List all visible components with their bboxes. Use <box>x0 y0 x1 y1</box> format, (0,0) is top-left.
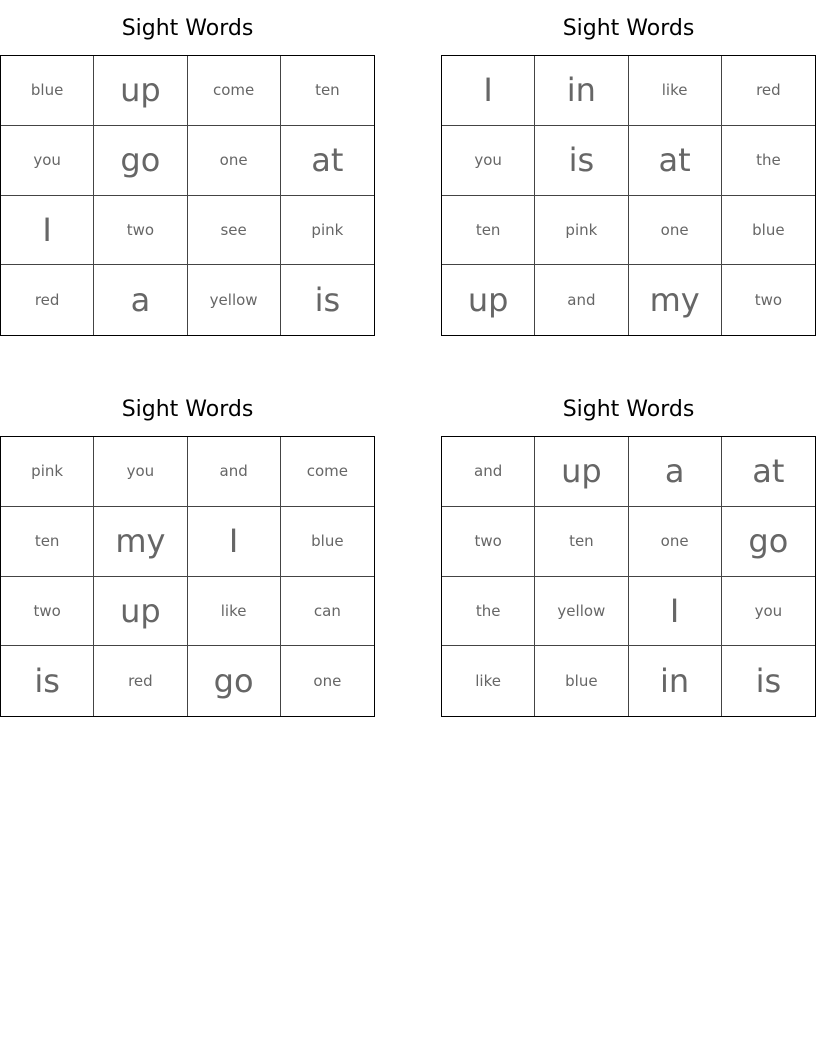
card-title: Sight Words <box>562 16 695 41</box>
word-cell: my <box>94 507 187 577</box>
word-cell: pink <box>535 196 628 266</box>
word-cell: in <box>629 646 722 716</box>
word-cell: yellow <box>188 265 281 335</box>
word-grid <box>0 436 375 717</box>
word-cell: and <box>535 265 628 335</box>
word-cell: you <box>1 126 94 196</box>
word-cell: go <box>188 646 281 716</box>
word-cell: ten <box>281 56 374 126</box>
card-title: Sight Words <box>562 397 695 422</box>
word-cell: I <box>1 196 94 266</box>
word-cell: like <box>188 577 281 647</box>
word-cell: go <box>722 507 815 577</box>
word-cell: two <box>442 507 535 577</box>
word-cell: I <box>188 507 281 577</box>
word-cell: at <box>629 126 722 196</box>
word-cell: one <box>629 196 722 266</box>
word-cell: at <box>281 126 374 196</box>
word-cell: blue <box>1 56 94 126</box>
word-cell: can <box>281 577 374 647</box>
word-cell: pink <box>1 437 94 507</box>
word-grid <box>441 436 816 717</box>
card-title: Sight Words <box>121 16 254 41</box>
word-cell: up <box>94 56 187 126</box>
word-grid <box>441 55 816 336</box>
word-cell: up <box>442 265 535 335</box>
word-cell: blue <box>535 646 628 716</box>
word-cell: in <box>535 56 628 126</box>
word-cell: red <box>1 265 94 335</box>
word-cell: at <box>722 437 815 507</box>
word-cell: one <box>629 507 722 577</box>
word-cell: I <box>629 577 722 647</box>
word-cell: pink <box>281 196 374 266</box>
card-title: Sight Words <box>121 397 254 422</box>
word-cell: one <box>313 672 342 691</box>
word-cell: is <box>535 126 628 196</box>
word-cell: ten <box>1 507 94 577</box>
word-cell: is <box>1 646 94 716</box>
word-cell: you <box>442 126 535 196</box>
word-cell: come <box>188 56 281 126</box>
word-cell: yellow <box>535 577 628 647</box>
word-cell: red <box>94 646 187 716</box>
word-cell: go <box>94 126 187 196</box>
word-cell: ten <box>535 507 628 577</box>
word-cell: ten <box>442 196 535 266</box>
word-cell: see <box>188 196 281 266</box>
word-cell: is <box>755 662 782 701</box>
word-cell: one <box>188 126 281 196</box>
word-cell: blue <box>722 196 815 266</box>
word-cell: you <box>722 577 815 647</box>
word-cell: two <box>94 196 187 266</box>
word-cell: a <box>94 265 187 335</box>
word-cell: red <box>722 56 815 126</box>
word-cell: up <box>94 577 187 647</box>
word-cell: a <box>629 437 722 507</box>
word-cell: two <box>754 291 783 310</box>
word-grid <box>0 55 375 336</box>
word-cell: is <box>314 281 341 320</box>
word-cell: I <box>442 56 535 126</box>
word-cell: the <box>722 126 815 196</box>
word-cell: like <box>442 646 535 716</box>
word-cell: and <box>442 437 535 507</box>
word-cell: come <box>281 437 374 507</box>
word-cell: up <box>535 437 628 507</box>
word-cell: like <box>629 56 722 126</box>
word-cell: and <box>188 437 281 507</box>
word-cell: blue <box>281 507 374 577</box>
word-cell: two <box>1 577 94 647</box>
word-cell: you <box>94 437 187 507</box>
word-cell: my <box>629 265 722 335</box>
word-cell: the <box>442 577 535 647</box>
